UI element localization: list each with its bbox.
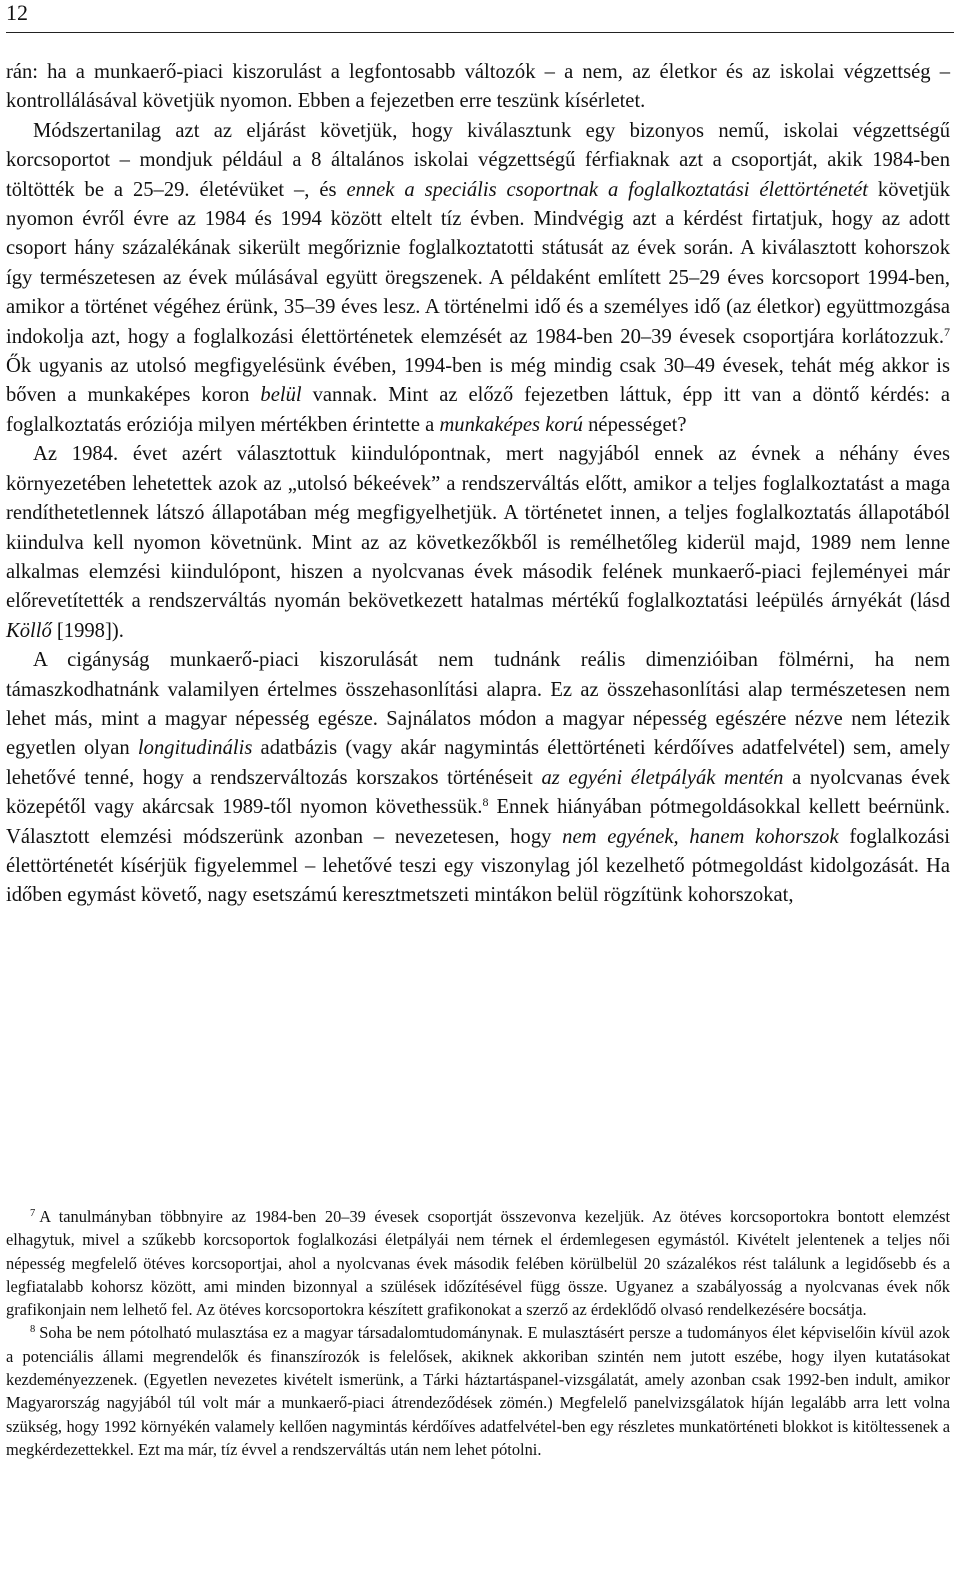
text-run: [1998]).: [51, 619, 124, 642]
body-paragraph: [6, 440, 950, 646]
text-run: Ennek hiányában pótmegoldásokkal kellett beérnünk. Választott elemzési módszerünk azonban – nevezetesen, hogy: [6, 796, 950, 848]
text-run: népességet?: [582, 413, 687, 436]
italic-text: belül: [260, 384, 302, 407]
text-run: követjük nyomon évről évre az 1984 és 1994 között eltelt tíz évben. Mindvégig azt a kérdést firtatjuk, hogy az adott csoport hány százalékának sikerült megőriznie foglalkoztatotti státusát az évek során. A kiválasztott kohorszok így természetesen az évek múlásával együtt öregszenek. A példaként említett 25–29 éves korcsoport 1994-ben, amikor a történet végéhez érünk, 35–39 éves lesz. A történelmi idő és a személyes idő (az életkor) együttmozgása indokolja azt, hogy a foglalkozási élettörténetek elemzését az 1984-ben 20–39 évesek csoportjára korlátozzuk.: [6, 178, 950, 348]
body-paragraph: [6, 58, 950, 117]
text-run: A cigányság munkaerő-piaci kiszorulását nem tudnánk reális dimenzióiban fölmérni, ha nem támaszkodhatnánk valamilyen értelmes összehasonlítási alapra. Ez az összehasonlítási alap természetesen nem lehet más, mint a magyar népesség egésze. Sajnálatos módon a magyar népesség egészére nézve nem létezik egyetlen olyan: [6, 649, 950, 760]
italic-text: az egyéni életpályák mentén: [541, 766, 784, 789]
footnote-mark: 8: [30, 1324, 36, 1336]
italic-text: longitudinális: [137, 737, 253, 760]
italic-text: Köllő: [6, 619, 52, 642]
text-run: rán: ha a munkaerő-piaci kiszorulást a legfontosabb változók – a nem, az életkor és az iskolai végzettség – kontrollálásával követjük nyomon. Ebben a fejezetben erre teszünk kísérletet.: [6, 61, 950, 113]
footnote-text: Soha be nem pótolható mulasztása ez a magyar társadalomtudománynak. E mulasztásért persze a tudományos élet képviselőin kívül azok a potenciális állami megrendelők és finanszírozók is felelősek, akiknek akkoriban szintén nem jutott eszébe, hogy ilyen kutatásokat kezdeményezzenek. (Egyetlen nevezetes kivételt ismerünk, a Tárki háztartáspanel-vizsgálatát, amely azonban csak 1992-ben indult, amikor Magyarország nagyjából túl volt már a munkaerő-piaci átrendeződések zömén.) Megfelelő panelvizsgálatok híján legalább arra lett volna szükség, hogy 1992 környékén valamely kellően nagymintás kérdőíves adatfelvétel-ben egy részletes munkatörténeti blokkot is kitöltessenek a megkérdezettekkel. Ezt ma már, tíz évvel a rendszerváltás után nem lehet pótolni.: [6, 1323, 950, 1459]
page-number: 12: [6, 0, 28, 25]
footnote-reference: 8: [482, 795, 489, 810]
italic-text: munkaképes korú: [439, 413, 583, 436]
footnote: [6, 1321, 950, 1461]
footnotes: [6, 1205, 950, 1461]
text-run: a nyolcvanas évek közepétől vagy akárcsak 1989-től nyomon követhessük.: [6, 766, 950, 819]
footnote: [6, 1205, 950, 1321]
footnote-mark: 7: [30, 1208, 36, 1219]
italic-text: nem egyének, hanem kohorszok: [562, 825, 839, 848]
text-run: Módszertanilag azt az eljárást követjük, hogy kiválasztunk egy bizonyos nemű, iskolai végzettségű korcsoportot – mondjuk például a 8 általános iskolai végzettségű férfiaknak azt a csoportját, akik 1984-ben töltötték be a 25–29. életévüket –, és: [6, 119, 950, 201]
body-text: [6, 58, 950, 911]
text-run: adatbázis (vagy akár nagymintás élettörténeti kérdőíves adatfelvétel) sem, amely lehetővé tenné, hogy a rendszerváltozás korszakos történéseit: [6, 737, 950, 789]
footnote-text: A tanulmányban többnyire az 1984-ben 20–39 évesek csoportját összevonva kezeljük. Az ötéves korcsoportokra bontott elemzést elhagytuk, mivel a szűkebb korcsoportok foglalkozási életpályái nem térnek el érdemlegesen egymástól. Kivételt jelentenek a teljes női népesség megfelelő ötéves korcsoportjai, ahol a nyolcvanas évek második felében körülbelül 20 százalékos rést találunk a legidősebb és a legfiatalabb kohorsz között, ami minden bizonnyal a szülések időzítésével függ össze. Ugyanez a szabályosság a nyolcvanas évek nők grafikonjain nem lelhető fel. Az ötéves korcsoportokra készített grafikonokat a szerző az érdeklődő olvasó rendelkezésére bocsátja.: [6, 1207, 950, 1320]
italic-text: ennek a speciális csoportnak a foglalkoztatási élettörténetét: [346, 178, 869, 201]
header-rule: [6, 32, 954, 33]
text-run: foglalkozási élettörténetét kísérjük figyelemmel – lehetővé teszi egy viszonylag jól kezelhető pótmegoldást kidolgozását. Ha időben egymást követő, nagy esetszámú keresztmetszeti mintákon belül rögzítünk kohorszokat,: [6, 825, 951, 907]
body-paragraph: [6, 117, 950, 440]
body-paragraph: [6, 646, 950, 911]
text-run: vannak. Mint az előző fejezetben láttuk, épp itt van a döntő kérdés: a foglalkoztatás eróziója milyen mértékben érintette a: [6, 384, 950, 436]
footnote-reference: 7: [944, 324, 950, 339]
text-run: Az 1984. évet azért választottuk kiindulópontnak, mert nagyjából ennek az évnek a néhány éves környezetében lehetettek azok az „utolsó békeévek” a rendszerváltás előtt, amikor a teljes foglalkoztatást a maga rendíthetetlennek látszó állapotában még megfigyelhetjük. A történetet innen, a teljes foglalkoztatás állapotából kiindulva kell nyomon követnünk. Mint az az következőkből is remélhetőleg kiderül majd, 1989 nem lenne alkalmas elemzési kiindulópont, hiszen a nyolcvanas évek második felének munkaerő-piaci fejleményei már előrevetítették a rendszerváltás nyomán bekövetkezett hatalmas mértékű foglalkoztatási leépülés árnyékát (lásd: [6, 443, 950, 613]
text-run: Ők ugyanis az utolsó megfigyelésünk évében, 1994-ben is még mindig csak 30–49 évesek, tehát még akkor is bőven a munkaképes koron: [6, 355, 950, 407]
